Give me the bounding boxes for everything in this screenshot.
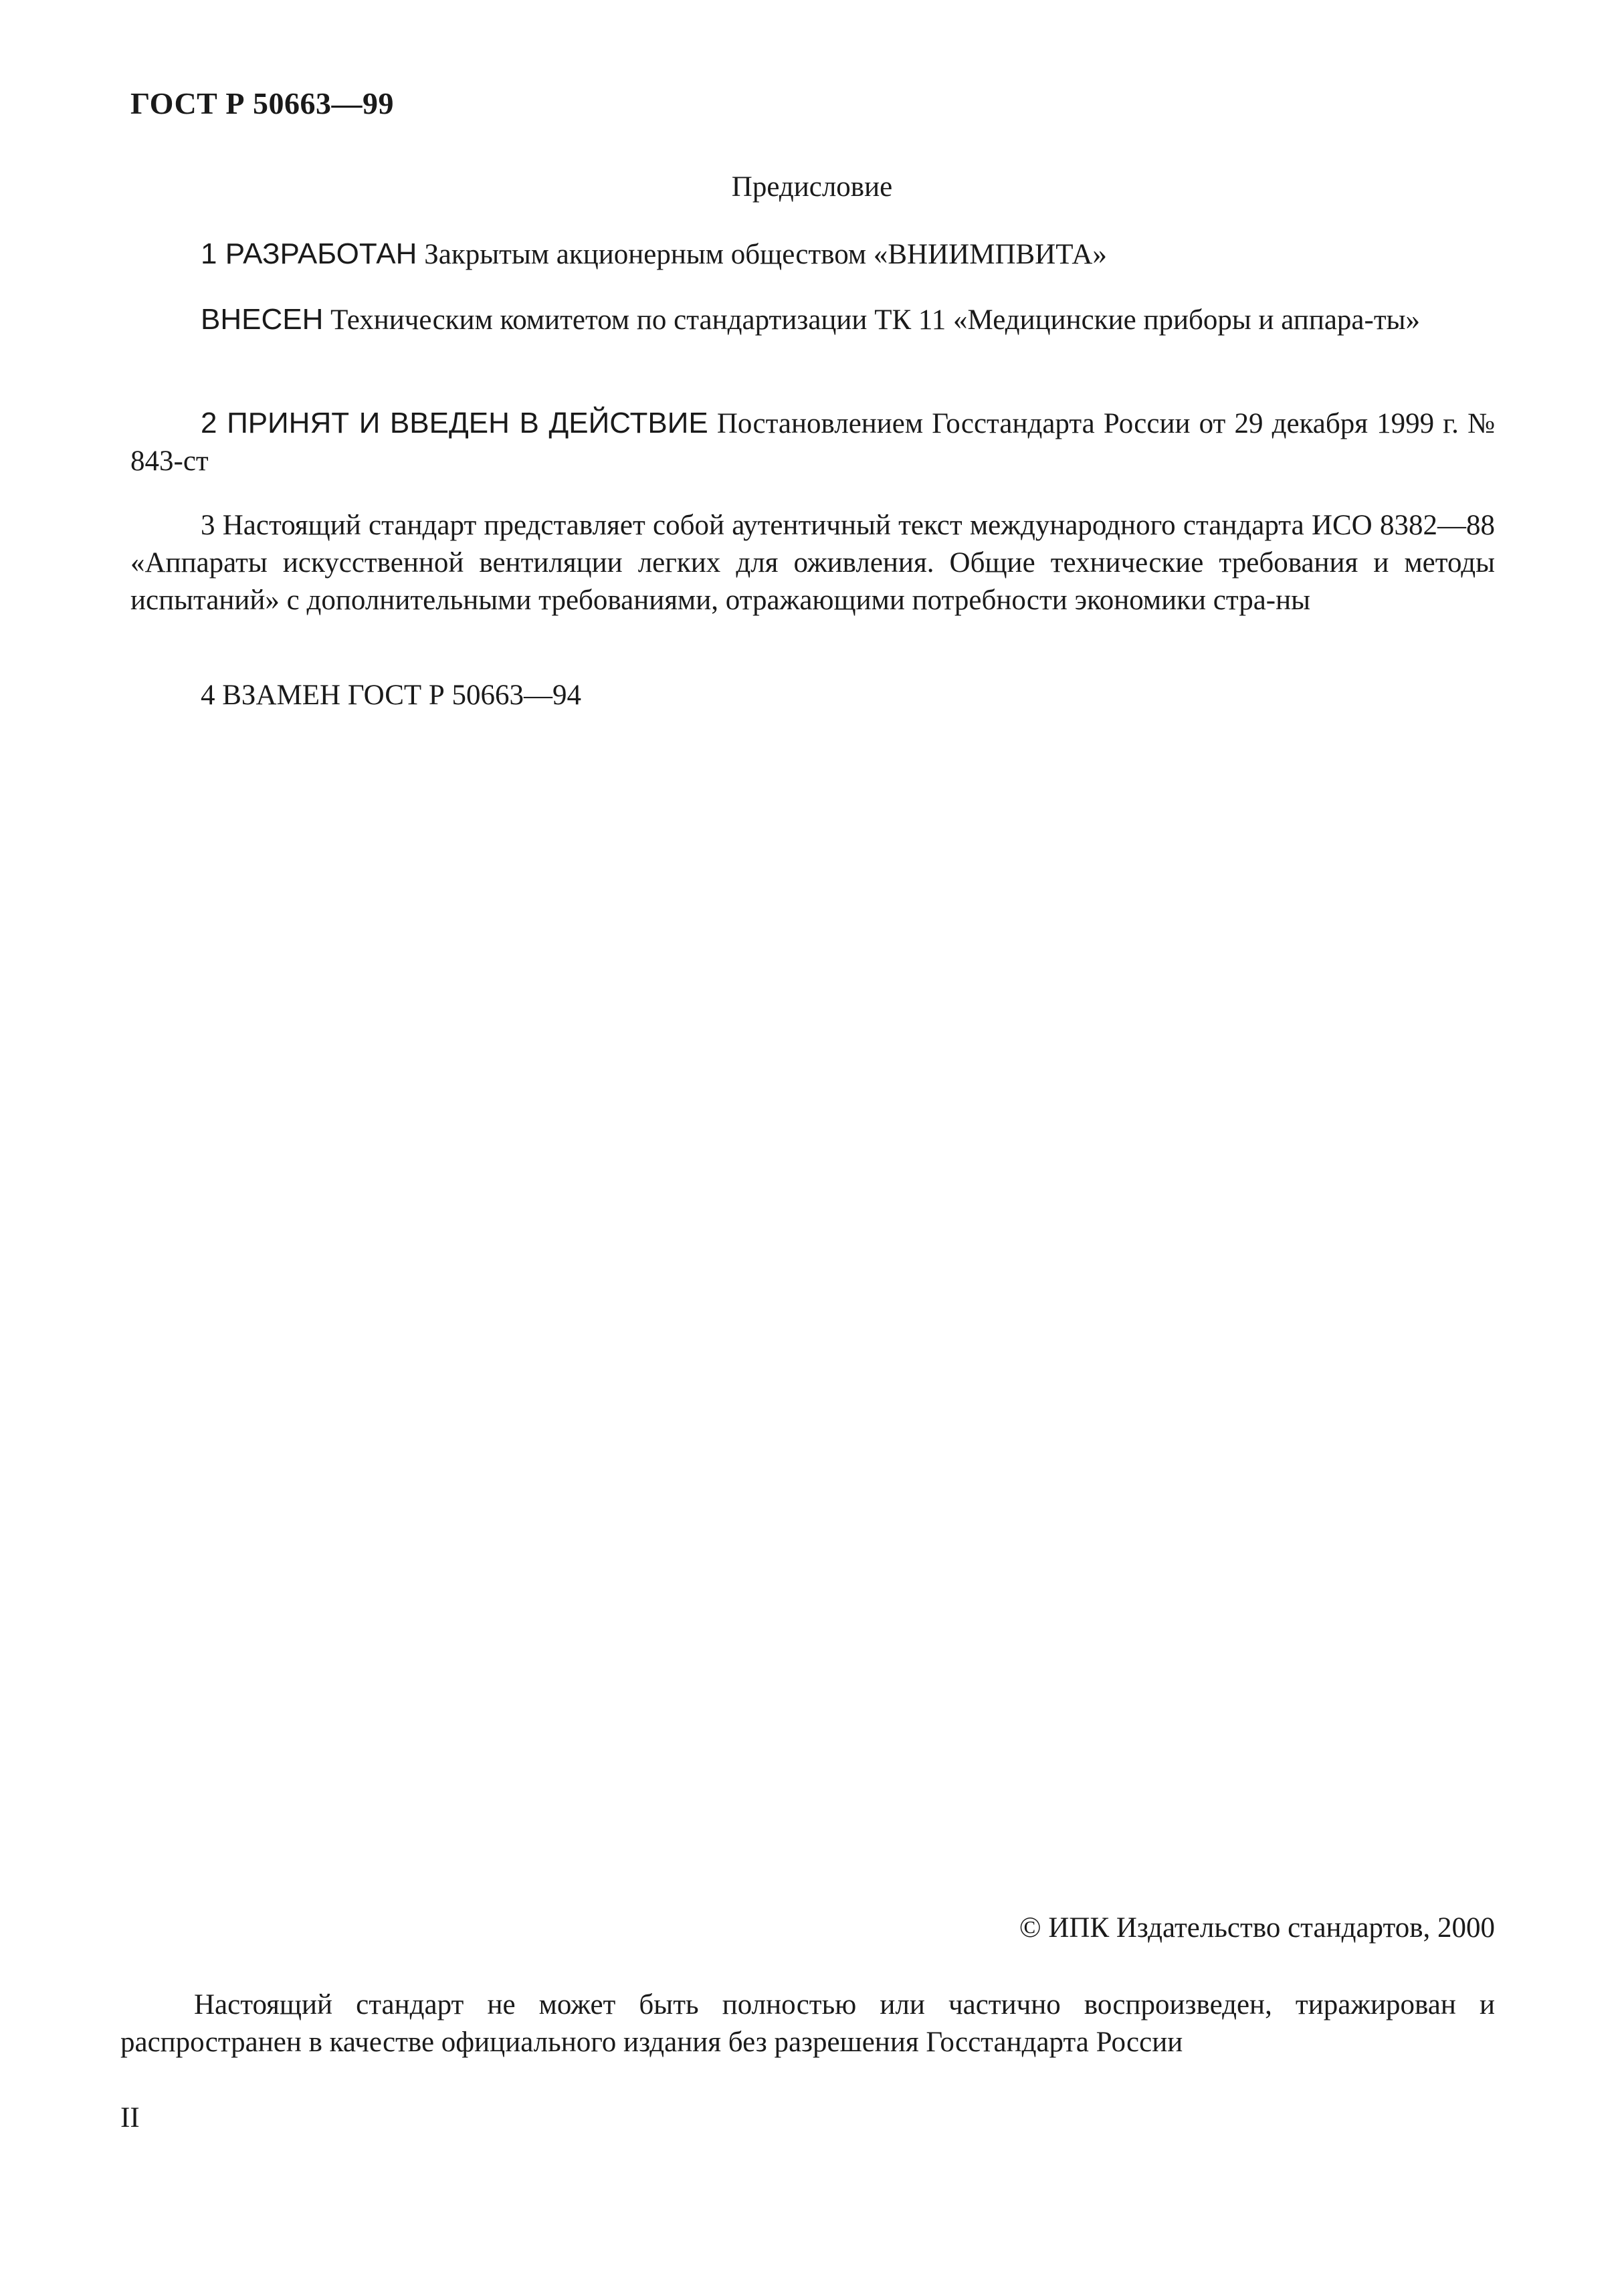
preface-item-1-lead: 1 РАЗРАБОТАН	[201, 237, 417, 270]
preface-title: Предисловие	[731, 171, 893, 203]
preface-item-2-lead: 2 ПРИНЯТ И ВВЕДЕН В ДЕЙСТВИЕ	[201, 407, 708, 439]
preface-item-1	[130, 235, 1495, 274]
page-number: II	[120, 2102, 140, 2134]
reproduction-notice: Настоящий стандарт не может быть полностью или частично воспроизведен, тиражирован и распространен в качестве официального издания без разрешения Госстандарта России	[120, 1989, 1495, 2058]
preface-item-2	[130, 405, 1495, 480]
preface-item-3: 3 Настоящий стандарт представляет собой аутентичный текст международного стандарта ИСО 8382—88 «Аппараты искусственной вентиляции легких для оживления. Общие технические требования и методы испытаний» с дополнительными требованиями, отражающими потребности экономики стра-ны	[130, 510, 1495, 616]
preface-item-1-text: Закрытым акционерным обществом «ВНИИМПВИТА»	[424, 239, 1107, 270]
preface-item-1b	[130, 301, 1495, 339]
preface-item-1b-text: Техническим комитетом по стандартизации ТК 11 «Медицинские приборы и аппара-ты»	[330, 304, 1421, 336]
preface-item-4: 4 ВЗАМЕН ГОСТ Р 50663—94	[201, 680, 582, 711]
preface-item-2-text: Постановлением Госстандарта России от 29 декабря 1999 г. № 843-ст	[130, 408, 1495, 477]
standard-header: ГОСТ Р 50663—99	[130, 86, 394, 120]
preface-item-1b-lead: ВНЕСЕН	[201, 303, 324, 336]
copyright-line: © ИПК Издательство стандартов, 2000	[1019, 1912, 1495, 1944]
